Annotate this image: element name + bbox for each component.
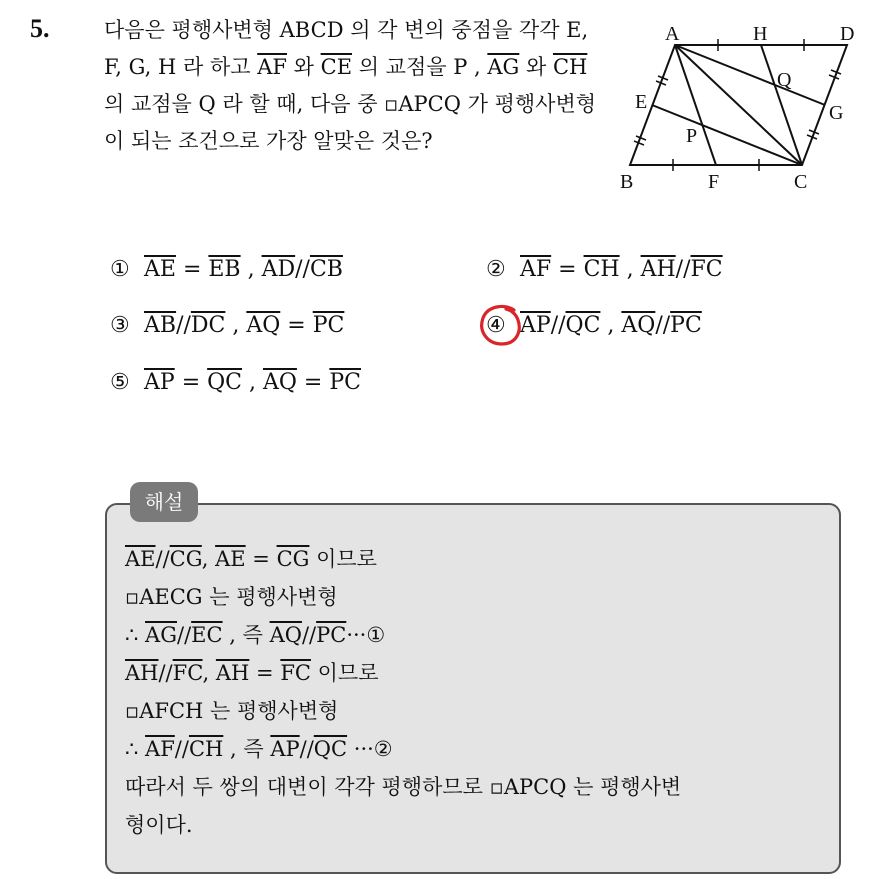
solution-text-run: 따라서 두 쌍의 대변이 각각 평행하므로 ▫APCQ 는 평행사변 xyxy=(125,775,682,799)
segment-notation: $\overline{FC}$ xyxy=(280,661,311,685)
label-b: B xyxy=(620,171,634,193)
choice-2[interactable] xyxy=(486,253,723,287)
segment-notation: $\overline{PC}$ xyxy=(329,370,361,395)
choice-number: ③ xyxy=(110,313,130,338)
segment-notation: $\overline{CH}$ xyxy=(552,55,588,79)
segment-notation: $\overline{AE}$ xyxy=(215,547,246,571)
solution-line xyxy=(125,540,835,578)
choice-operator: = xyxy=(551,257,584,282)
segment-notation: $\overline{AQ}$ xyxy=(262,370,297,395)
segment-notation: $\overline{AP}$ xyxy=(270,737,300,761)
choice-operator: , xyxy=(619,257,641,282)
solution-tag: 해설 xyxy=(130,482,198,522)
solution-text-run: 이므로 xyxy=(309,547,377,571)
segment-notation: $\overline{AQ}$ xyxy=(269,623,302,647)
segment-notation: $\overline{PC}$ xyxy=(670,313,702,338)
question-text-run: 와 xyxy=(286,55,321,79)
segment-notation: $\overline{AH}$ xyxy=(215,661,250,685)
choice-operator: = xyxy=(296,370,330,395)
question-text-run: 와 xyxy=(519,55,553,79)
question-text-run: 의 교점을 P , xyxy=(352,55,488,79)
choice-operator: = xyxy=(280,313,313,338)
segment-notation: $\overline{AF}$ xyxy=(257,55,287,79)
label-a: A xyxy=(665,23,680,45)
solution-text-run: // xyxy=(177,623,192,647)
segment-ce xyxy=(652,105,802,165)
solution-text-run: = xyxy=(249,661,281,685)
solution-text-run: ···② xyxy=(347,737,393,761)
choice-operator: = xyxy=(175,257,209,282)
segment-notation: $\overline{CG}$ xyxy=(169,547,202,571)
choice-operator: // xyxy=(550,313,566,338)
solution-text-run: ∴ xyxy=(125,623,146,647)
segment-ac xyxy=(675,45,802,165)
choice-number: ① xyxy=(110,257,130,282)
choice-operator: , xyxy=(240,257,262,282)
segment-notation: $\overline{DC}$ xyxy=(190,313,226,338)
solution-line xyxy=(125,616,835,654)
segment-notation: $\overline{AG}$ xyxy=(145,623,177,647)
choice-operator: // xyxy=(295,257,310,282)
label-g: G xyxy=(829,102,844,124)
label-e: E xyxy=(635,91,648,113)
solution-text-run: // xyxy=(301,623,317,647)
label-p: P xyxy=(686,125,698,147)
segment-notation: $\overline{PC}$ xyxy=(312,313,345,338)
label-q: Q xyxy=(777,69,792,91)
segment-notation: $\overline{CE}$ xyxy=(320,55,353,79)
segment-notation: $\overline{AF}$ xyxy=(145,737,175,761)
segment-notation: $\overline{AG}$ xyxy=(487,55,520,79)
question-text xyxy=(104,12,604,160)
segment-ag xyxy=(675,45,825,105)
label-d: D xyxy=(840,23,855,45)
choice-5[interactable] xyxy=(110,366,361,400)
solution-text-run: , xyxy=(202,661,216,685)
choice-operator: , xyxy=(225,313,247,338)
choice-1[interactable] xyxy=(110,253,343,287)
segment-notation: $\overline{FC}$ xyxy=(690,257,723,282)
segment-notation: $\overline{FC}$ xyxy=(172,661,203,685)
segment-notation: $\overline{AH}$ xyxy=(640,257,676,282)
label-h: H xyxy=(753,23,768,45)
choice-operator: , xyxy=(242,370,263,395)
question-text-run: 다음은 평행사변형 ABCD 의 각 변의 중점을 각각 E, F, G, H 라 하고 xyxy=(104,18,589,79)
segment-notation: $\overline{CG}$ xyxy=(276,547,310,571)
choice-operator: = xyxy=(174,370,208,395)
solution-lines xyxy=(125,540,835,844)
segment-notation: $\overline{CB}$ xyxy=(309,257,343,282)
question-number: 5. xyxy=(30,14,50,43)
choice-number: ④ xyxy=(486,313,506,338)
solution-text-run: 형이다. xyxy=(125,813,193,837)
segment-notation: $\overline{CH}$ xyxy=(583,257,620,282)
choice-operator: // xyxy=(655,313,671,338)
segment-notation: $\overline{AF}$ xyxy=(520,257,552,282)
solution-text-run: , 즉 xyxy=(223,737,271,761)
segment-notation: $\overline{AH}$ xyxy=(125,661,159,685)
solution-text-run: 이므로 xyxy=(310,661,379,685)
solution-line xyxy=(125,692,835,730)
choice-3[interactable] xyxy=(110,309,344,343)
solution-text-run: ∴ xyxy=(125,737,146,761)
solution-text-run: , xyxy=(201,547,216,571)
label-f: F xyxy=(708,171,720,193)
solution-text-run: ▫AECG 는 평행사변형 xyxy=(125,585,338,609)
solution-text-run: // xyxy=(155,547,170,571)
choice-number: ⑤ xyxy=(110,370,130,395)
segment-notation: $\overline{AP}$ xyxy=(520,313,551,338)
choice-operator: , xyxy=(600,313,622,338)
solution-line xyxy=(125,768,835,806)
segment-notation: $\overline{AQ}$ xyxy=(621,313,656,338)
solution-text-run: // xyxy=(174,737,189,761)
segment-notation: $\overline{CH}$ xyxy=(188,737,224,761)
solution-text-run: // xyxy=(299,737,314,761)
choice-operator: // xyxy=(176,313,191,338)
segment-notation: $\overline{AE}$ xyxy=(125,547,156,571)
segment-notation: $\overline{AB}$ xyxy=(144,313,177,338)
segment-notation: $\overline{AP}$ xyxy=(144,370,175,395)
segment-notation: $\overline{QC}$ xyxy=(207,370,242,395)
label-c: C xyxy=(794,171,808,193)
segment-notation: $\overline{PC}$ xyxy=(316,623,347,647)
segment-notation: $\overline{AQ}$ xyxy=(246,313,281,338)
solution-line xyxy=(125,654,835,692)
solution-text-run: ···① xyxy=(346,623,386,647)
choice-number: ② xyxy=(486,257,506,282)
solution-text-run: = xyxy=(245,547,277,571)
segment-notation: $\overline{QC}$ xyxy=(565,313,601,338)
segment-notation: $\overline{EC}$ xyxy=(191,623,223,647)
solution-text-run: , 즉 xyxy=(222,623,270,647)
segment-notation: $\overline{AE}$ xyxy=(144,257,176,282)
parallelogram-figure xyxy=(600,10,870,200)
solution-line xyxy=(125,578,835,616)
choice-operator: // xyxy=(675,257,691,282)
segment-notation: $\overline{QC}$ xyxy=(313,737,348,761)
segment-notation: $\overline{AD}$ xyxy=(261,257,296,282)
answer-circle-mark xyxy=(478,302,524,348)
solution-line xyxy=(125,730,835,768)
solution-line xyxy=(125,806,835,844)
segment-notation: $\overline{EB}$ xyxy=(208,257,241,282)
solution-text-run: ▫AFCH 는 평행사변형 xyxy=(125,699,339,723)
question-text-run: 의 교점을 Q 라 할 때, 다음 중 ▫APCQ 가 평행사변형이 되는 조건으로 가장 알맞은 것은? xyxy=(104,92,597,153)
solution-text-run: // xyxy=(158,661,173,685)
